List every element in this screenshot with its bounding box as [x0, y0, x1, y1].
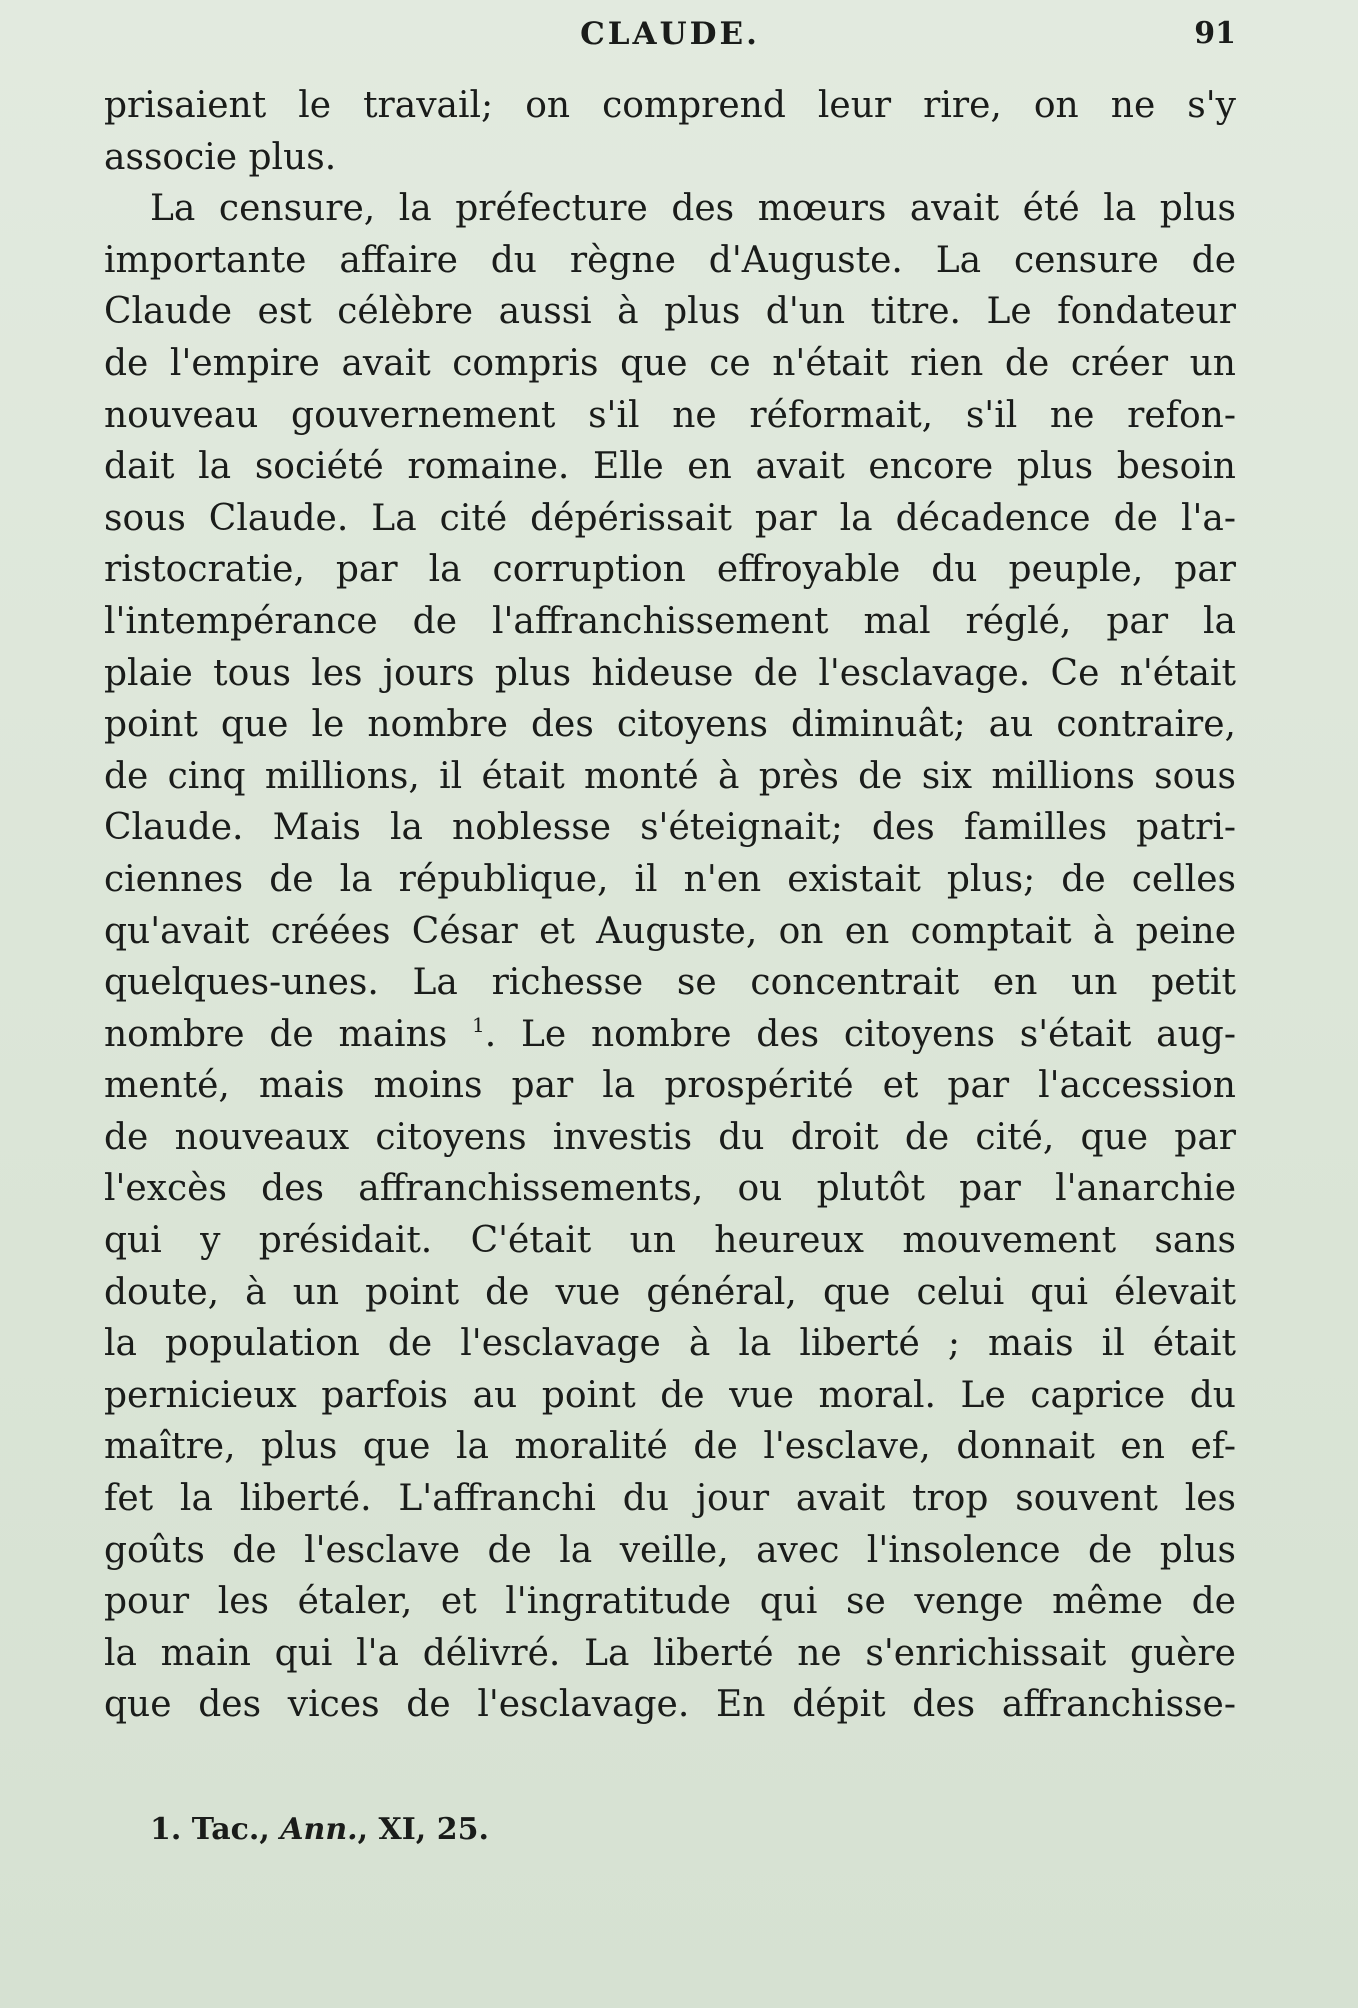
text-line: fet la liberté. L'affranchi du jour avait trop souvent les — [104, 1478, 1236, 1520]
text-segment: nombre de mains — [104, 1013, 448, 1055]
text-line: quelques-unes. La richesse se concentrait en un petit — [104, 962, 1236, 1004]
text-line: menté, mais moins par la prospérité et par l'accession — [104, 1065, 1236, 1107]
text-line: qu'avait créées César et Auguste, on en comptait à peine — [104, 910, 1236, 952]
text-line: maître, plus que la moralité de l'esclave, donnait en ef- — [104, 1426, 1236, 1468]
text-line: la main qui l'a délivré. La liberté ne s'enrichissait guère — [104, 1632, 1236, 1674]
body-text — [104, 80, 1236, 1731]
text-line: associe plus. — [104, 136, 337, 178]
footnote-reference-text: , XI, 25. — [357, 1812, 489, 1847]
text-line: importante affaire du règne d'Auguste. La censure de — [104, 239, 1236, 281]
text-line: doute, à un point de vue général, que celui qui élevait — [104, 1271, 1236, 1313]
text-line: pernicieux parfois au point de vue moral. Le caprice du — [104, 1374, 1236, 1416]
text-line: Claude. Mais la noblesse s'éteignait; des familles patri- — [104, 807, 1236, 849]
text-line: dait la société romaine. Elle en avait encore plus besoin — [104, 446, 1236, 488]
text-line: sous Claude. La cité dépérissait par la décadence de l'a- — [104, 497, 1236, 539]
text-line: l'excès des affranchissements, ou plutôt par l'anarchie — [104, 1168, 1236, 1210]
running-title: CLAUDE. — [580, 16, 760, 52]
footnote-reference: 1 — [472, 1012, 485, 1037]
footnote-marker: 1. Tac., — [150, 1812, 281, 1847]
text-line: l'intempérance de l'affranchissement mal réglé, par la — [104, 600, 1236, 642]
text-line: de nouveaux citoyens investis du droit de cité, que par — [104, 1116, 1236, 1158]
text-line: prisaient le travail; on comprend leur rire, on ne s'y — [104, 85, 1236, 126]
text-line: plaie tous les jours plus hideuse de l'esclavage. Ce n'était — [104, 652, 1236, 694]
text-line: qui y présidait. C'était un heureux mouvement sans — [104, 1220, 1236, 1262]
page-number: 91 — [1194, 16, 1236, 51]
text-line: nouveau gouvernement s'il ne réformait, s'il ne refon- — [104, 394, 1236, 436]
text-line: la population de l'esclavage à la liberté ; mais il était — [104, 1323, 1236, 1365]
text-line: que des vices de l'esclavage. En dépit des affranchisse- — [104, 1684, 1236, 1726]
text-line: goûts de l'esclave de la veille, avec l'insolence de plus — [104, 1529, 1236, 1571]
text-line: ristocratie, par la corruption effroyable du peuple, par — [104, 549, 1236, 591]
text-line: point que le nombre des citoyens diminuât; au contraire, — [104, 704, 1236, 746]
footnote — [150, 1812, 489, 1847]
text-line: ciennes de la république, il n'en existait plus; de celles — [104, 858, 1236, 900]
text-line: de cinq millions, il était monté à près de six millions sous — [104, 755, 1236, 797]
text-line: pour les étaler, et l'ingratitude qui se venge même de — [104, 1581, 1236, 1623]
running-head — [104, 16, 1236, 66]
text-line: Claude est célèbre aussi à plus d'un titre. Le fondateur — [104, 291, 1236, 333]
text-line: de l'empire avait compris que ce n'était rien de créer un — [104, 342, 1236, 384]
text-segment: . Le nombre des citoyens s'était aug- — [484, 1013, 1236, 1055]
text-line-with-footnote — [104, 1009, 1236, 1061]
footnote-work-title: Ann. — [280, 1812, 358, 1847]
text-line: La censure, la préfecture des mœurs avait été la plus — [150, 188, 1236, 230]
